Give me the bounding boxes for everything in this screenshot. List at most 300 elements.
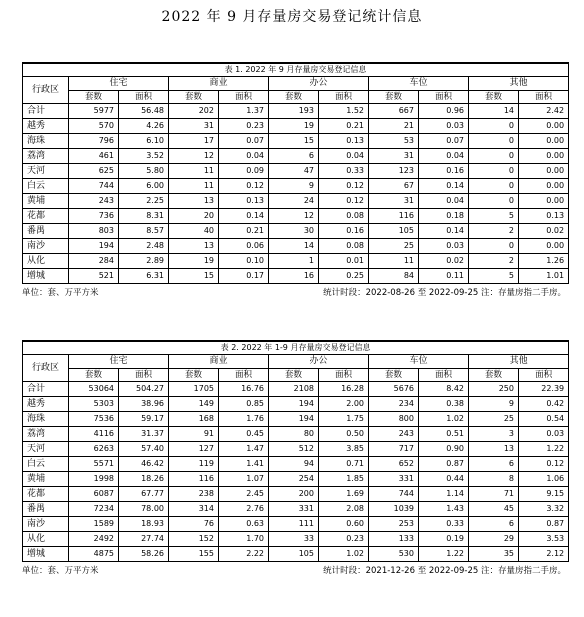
- table-cell: 0.10: [219, 254, 269, 269]
- table-cell: 76: [169, 517, 219, 532]
- table-cell: 123: [369, 164, 419, 179]
- table-cell: 0.03: [419, 119, 469, 134]
- unit-note: 单位：套、万平方米: [22, 566, 99, 576]
- table-cell: 127: [169, 442, 219, 457]
- table-cell: 0: [469, 194, 519, 209]
- table-row: [23, 254, 569, 269]
- table-cell: 4.26: [119, 119, 169, 134]
- table-cell: 8.57: [119, 224, 169, 239]
- table-row: [23, 269, 569, 284]
- table-cell: 0.21: [319, 119, 369, 134]
- table-cell: 2.76: [219, 502, 269, 517]
- column-header-commercial: 商业: [169, 355, 269, 369]
- column-header-area: 面积: [519, 91, 569, 104]
- table-cell: 0.02: [519, 224, 569, 239]
- table-cell: 0: [469, 239, 519, 254]
- table-cell: 2: [469, 254, 519, 269]
- table-cell: 111: [269, 517, 319, 532]
- table-cell: 78.00: [119, 502, 169, 517]
- table-cell: 58.26: [119, 547, 169, 562]
- table-cell: 2.48: [119, 239, 169, 254]
- table-cell: 1705: [169, 382, 219, 397]
- table-row: [23, 149, 569, 164]
- table-cell: 1.07: [219, 472, 269, 487]
- region-name: 番禺: [23, 502, 69, 517]
- table-cell: 30: [269, 224, 319, 239]
- region-name: 黄埔: [23, 472, 69, 487]
- table-cell: 744: [69, 179, 119, 194]
- table-cell: 11: [169, 179, 219, 194]
- table-cell: 8: [469, 472, 519, 487]
- table-cell: 0.12: [319, 179, 369, 194]
- table-cell: 254: [269, 472, 319, 487]
- table-cell: 238: [169, 487, 219, 502]
- table-cell: 1.41: [219, 457, 269, 472]
- page-title: 2022 年 9 月存量房交易登记统计信息: [161, 9, 423, 25]
- table-cell: 0.16: [319, 224, 369, 239]
- table-cell: 6: [469, 517, 519, 532]
- table-caption: 表 2. 2022 年 1-9 月存量房交易登记信息: [23, 341, 569, 355]
- table-cell: 194: [269, 397, 319, 412]
- table-row: [23, 547, 569, 562]
- table-cell: 5571: [69, 457, 119, 472]
- table-cell: 0.25: [319, 269, 369, 284]
- table-cell: 2108: [269, 382, 319, 397]
- table-cell: 0.96: [419, 104, 469, 119]
- table-cell: 0.02: [419, 254, 469, 269]
- table-cell: 504.27: [119, 382, 169, 397]
- column-header-area: 面积: [119, 91, 169, 104]
- table-cell: 15: [269, 134, 319, 149]
- column-header-count: 套数: [169, 91, 219, 104]
- table-cell: 0.12: [319, 194, 369, 209]
- region-name: 白云: [23, 179, 69, 194]
- table-cell: 6.00: [119, 179, 169, 194]
- table-cell: 6087: [69, 487, 119, 502]
- table-cell: 512: [269, 442, 319, 457]
- table-cell: 6.10: [119, 134, 169, 149]
- table-cell: 0.04: [419, 149, 469, 164]
- region-name: 合计: [23, 382, 69, 397]
- column-header-count: 套数: [69, 91, 119, 104]
- table-cell: 5676: [369, 382, 419, 397]
- table-cell: 194: [269, 412, 319, 427]
- table-cell: 2.45: [219, 487, 269, 502]
- table-cell: 2.12: [519, 547, 569, 562]
- table-cell: 3.52: [119, 149, 169, 164]
- table-cell: 0.87: [519, 517, 569, 532]
- unit-note: 单位：套、万平方米: [22, 288, 99, 298]
- table-cell: 2.89: [119, 254, 169, 269]
- table-row: [23, 532, 569, 547]
- table-cell: 0.08: [319, 209, 369, 224]
- table-cell: 461: [69, 149, 119, 164]
- table-cell: 0.00: [519, 194, 569, 209]
- table-cell: 1.02: [419, 412, 469, 427]
- table-cell: 6: [269, 149, 319, 164]
- table-cell: 21: [369, 119, 419, 134]
- table-cell: 16.76: [219, 382, 269, 397]
- table-cell: 4116: [69, 427, 119, 442]
- table-cell: 2.25: [119, 194, 169, 209]
- table-cell: 0.18: [419, 209, 469, 224]
- table-row: [23, 194, 569, 209]
- region-name: 从化: [23, 254, 69, 269]
- region-name: 荔湾: [23, 427, 69, 442]
- table-cell: 1.75: [319, 412, 369, 427]
- table-row: [23, 239, 569, 254]
- region-name: 从化: [23, 532, 69, 547]
- region-name: 天河: [23, 164, 69, 179]
- table-cell: 2.22: [219, 547, 269, 562]
- table-cell: 94: [269, 457, 319, 472]
- table-cell: 0.13: [219, 194, 269, 209]
- column-header-region: 行政区: [23, 77, 69, 104]
- table-cell: 40: [169, 224, 219, 239]
- table-cell: 0.00: [519, 134, 569, 149]
- table-cell: 14: [469, 104, 519, 119]
- table-cell: 0.44: [419, 472, 469, 487]
- table-row: [23, 397, 569, 412]
- table-cell: 18.26: [119, 472, 169, 487]
- table-cell: 0.16: [419, 164, 469, 179]
- period-note: 统计时段：2022-08-26 至 2022-09-25 注：存量房指二手房。: [323, 288, 566, 298]
- table-cell: 0.23: [319, 532, 369, 547]
- table-cell: 803: [69, 224, 119, 239]
- region-name: 荔湾: [23, 149, 69, 164]
- table-cell: 0.21: [219, 224, 269, 239]
- table-cell: 53: [369, 134, 419, 149]
- table-cell: 47: [269, 164, 319, 179]
- table-cell: 0: [469, 149, 519, 164]
- column-header-count: 套数: [269, 91, 319, 104]
- table-cell: 0.04: [219, 149, 269, 164]
- table-cell: 84: [369, 269, 419, 284]
- table-cell: 0.00: [519, 164, 569, 179]
- table-row: [23, 224, 569, 239]
- table-cell: 1.47: [219, 442, 269, 457]
- table-cell: 13: [169, 239, 219, 254]
- region-name: 白云: [23, 457, 69, 472]
- table-cell: 4875: [69, 547, 119, 562]
- table-cell: 155: [169, 547, 219, 562]
- table-cell: 2: [469, 224, 519, 239]
- table-cell: 1.52: [319, 104, 369, 119]
- table-cell: 0.90: [419, 442, 469, 457]
- table-caption: 表 1. 2022 年 9 月存量房交易登记信息: [23, 63, 569, 77]
- table-cell: 11: [169, 164, 219, 179]
- table-cell: 25: [469, 412, 519, 427]
- column-header-area: 面积: [519, 369, 569, 382]
- table-cell: 105: [369, 224, 419, 239]
- table-cell: 0.17: [219, 269, 269, 284]
- table-cell: 314: [169, 502, 219, 517]
- table-cell: 253: [369, 517, 419, 532]
- table-cell: 0.50: [319, 427, 369, 442]
- table-cell: 1: [269, 254, 319, 269]
- table-cell: 1.43: [419, 502, 469, 517]
- table-cell: 1.22: [519, 442, 569, 457]
- table-cell: 194: [69, 239, 119, 254]
- table-cell: 16.28: [319, 382, 369, 397]
- table-cell: 8.31: [119, 209, 169, 224]
- table-cell: 16: [269, 269, 319, 284]
- table-cell: 0.00: [519, 149, 569, 164]
- table-cell: 0.13: [319, 134, 369, 149]
- column-header-residential: 住宅: [69, 77, 169, 91]
- table-1: [22, 62, 569, 284]
- table-row: [23, 119, 569, 134]
- table-row: [23, 412, 569, 427]
- table-cell: 5977: [69, 104, 119, 119]
- table-cell: 24: [269, 194, 319, 209]
- table-cell: 53064: [69, 382, 119, 397]
- table-cell: 1.85: [319, 472, 369, 487]
- table-cell: 152: [169, 532, 219, 547]
- table-cell: 12: [169, 149, 219, 164]
- table-cell: 744: [369, 487, 419, 502]
- table-cell: 0: [469, 134, 519, 149]
- table-cell: 5: [469, 269, 519, 284]
- column-header-area: 面积: [119, 369, 169, 382]
- column-header-area: 面积: [219, 91, 269, 104]
- region-name: 海珠: [23, 412, 69, 427]
- table-cell: 0.51: [419, 427, 469, 442]
- table-cell: 0.07: [419, 134, 469, 149]
- table-cell: 0.45: [219, 427, 269, 442]
- table-cell: 800: [369, 412, 419, 427]
- table-cell: 7234: [69, 502, 119, 517]
- region-name: 增城: [23, 269, 69, 284]
- table-row: [23, 104, 569, 119]
- table-cell: 652: [369, 457, 419, 472]
- table-cell: 35: [469, 547, 519, 562]
- column-header-parking: 车位: [369, 77, 469, 91]
- table-cell: 8.42: [419, 382, 469, 397]
- table-cell: 243: [69, 194, 119, 209]
- table-cell: 1039: [369, 502, 419, 517]
- table-row: [23, 472, 569, 487]
- table-cell: 243: [369, 427, 419, 442]
- table-cell: 3.53: [519, 532, 569, 547]
- region-name: 南沙: [23, 239, 69, 254]
- table-cell: 33: [269, 532, 319, 547]
- table-cell: 22.39: [519, 382, 569, 397]
- table-cell: 202: [169, 104, 219, 119]
- region-name: 天河: [23, 442, 69, 457]
- table-cell: 31: [169, 119, 219, 134]
- column-header-count: 套数: [369, 91, 419, 104]
- table-cell: 13: [469, 442, 519, 457]
- table-cell: 20: [169, 209, 219, 224]
- table-row: [23, 502, 569, 517]
- table-cell: 25: [369, 239, 419, 254]
- region-name: 增城: [23, 547, 69, 562]
- table-cell: 1.14: [419, 487, 469, 502]
- table-row: [23, 457, 569, 472]
- table-cell: 3.32: [519, 502, 569, 517]
- table-cell: 67.77: [119, 487, 169, 502]
- table-cell: 0.42: [519, 397, 569, 412]
- table-cell: 717: [369, 442, 419, 457]
- region-name: 花都: [23, 209, 69, 224]
- table-cell: 59.17: [119, 412, 169, 427]
- table-cell: 17: [169, 134, 219, 149]
- table-cell: 0.00: [519, 179, 569, 194]
- table-cell: 250: [469, 382, 519, 397]
- table-row: [23, 179, 569, 194]
- column-header-office: 办公: [269, 77, 369, 91]
- table-cell: 116: [169, 472, 219, 487]
- column-header-area: 面积: [419, 369, 469, 382]
- table-cell: 5303: [69, 397, 119, 412]
- column-header-area: 面积: [419, 91, 469, 104]
- table-cell: 0.11: [419, 269, 469, 284]
- table-cell: 0: [469, 164, 519, 179]
- table-cell: 168: [169, 412, 219, 427]
- table-cell: 0.19: [419, 532, 469, 547]
- table-cell: 19: [169, 254, 219, 269]
- table-cell: 105: [269, 547, 319, 562]
- table-cell: 0.87: [419, 457, 469, 472]
- table-cell: 0.23: [219, 119, 269, 134]
- table-cell: 91: [169, 427, 219, 442]
- table-cell: 0: [469, 119, 519, 134]
- table-cell: 234: [369, 397, 419, 412]
- column-header-office: 办公: [269, 355, 369, 369]
- region-name: 花都: [23, 487, 69, 502]
- table-cell: 200: [269, 487, 319, 502]
- table-row: [23, 134, 569, 149]
- table-cell: 521: [69, 269, 119, 284]
- table-cell: 11: [369, 254, 419, 269]
- table-cell: 0.63: [219, 517, 269, 532]
- column-header-other: 其他: [469, 355, 569, 369]
- column-header-parking: 车位: [369, 355, 469, 369]
- table-cell: 6: [469, 457, 519, 472]
- table-cell: 5.80: [119, 164, 169, 179]
- table-cell: 284: [69, 254, 119, 269]
- table-footnote: [22, 284, 568, 298]
- table-cell: 13: [169, 194, 219, 209]
- table-cell: 1.26: [519, 254, 569, 269]
- table-cell: 0.00: [519, 119, 569, 134]
- table-cell: 71: [469, 487, 519, 502]
- table-cell: 27.74: [119, 532, 169, 547]
- region-name: 海珠: [23, 134, 69, 149]
- table-cell: 2.08: [319, 502, 369, 517]
- column-header-residential: 住宅: [69, 355, 169, 369]
- table-cell: 0.85: [219, 397, 269, 412]
- column-header-area: 面积: [219, 369, 269, 382]
- table-row: [23, 382, 569, 397]
- table-cell: 0.14: [419, 224, 469, 239]
- table-cell: 331: [369, 472, 419, 487]
- table-cell: 1589: [69, 517, 119, 532]
- table-row: [23, 164, 569, 179]
- table-cell: 6263: [69, 442, 119, 457]
- column-header-count: 套数: [469, 369, 519, 382]
- table-cell: 57.40: [119, 442, 169, 457]
- region-name: 越秀: [23, 119, 69, 134]
- table-cell: 12: [269, 209, 319, 224]
- table-cell: 0.13: [519, 209, 569, 224]
- table-cell: 149: [169, 397, 219, 412]
- table-cell: 0.01: [319, 254, 369, 269]
- table-cell: 31.37: [119, 427, 169, 442]
- column-header-area: 面积: [319, 369, 369, 382]
- table-cell: 19: [269, 119, 319, 134]
- table-footnote: [22, 562, 568, 576]
- table-cell: 193: [269, 104, 319, 119]
- table-cell: 667: [369, 104, 419, 119]
- table-cell: 9: [269, 179, 319, 194]
- table-cell: 0.12: [519, 457, 569, 472]
- table-cell: 46.42: [119, 457, 169, 472]
- table-cell: 45: [469, 502, 519, 517]
- table-cell: 0.07: [219, 134, 269, 149]
- table-cell: 2.00: [319, 397, 369, 412]
- table-cell: 0.04: [419, 194, 469, 209]
- column-header-other: 其他: [469, 77, 569, 91]
- table-cell: 0.03: [519, 427, 569, 442]
- table-cell: 38.96: [119, 397, 169, 412]
- table-cell: 1.69: [319, 487, 369, 502]
- table-cell: 0.14: [219, 209, 269, 224]
- table-cell: 0: [469, 179, 519, 194]
- table-cell: 0.12: [219, 179, 269, 194]
- table-cell: 116: [369, 209, 419, 224]
- table-cell: 0.33: [319, 164, 369, 179]
- table-2: [22, 340, 569, 562]
- table-cell: 0.71: [319, 457, 369, 472]
- table-cell: 9.15: [519, 487, 569, 502]
- column-header-region: 行政区: [23, 355, 69, 382]
- table-cell: 31: [369, 194, 419, 209]
- table-cell: 31: [369, 149, 419, 164]
- table-row: [23, 442, 569, 457]
- table-cell: 0.08: [319, 239, 369, 254]
- column-header-count: 套数: [69, 369, 119, 382]
- table-cell: 331: [269, 502, 319, 517]
- table-cell: 1.37: [219, 104, 269, 119]
- table-cell: 0.54: [519, 412, 569, 427]
- table-cell: 133: [369, 532, 419, 547]
- table-cell: 0.04: [319, 149, 369, 164]
- table-cell: 5: [469, 209, 519, 224]
- table-cell: 1.22: [419, 547, 469, 562]
- column-header-count: 套数: [369, 369, 419, 382]
- table-cell: 119: [169, 457, 219, 472]
- region-name: 番禺: [23, 224, 69, 239]
- region-name: 黄埔: [23, 194, 69, 209]
- table-1-section: [22, 62, 568, 298]
- table-cell: 1.01: [519, 269, 569, 284]
- table-row: [23, 487, 569, 502]
- column-header-count: 套数: [169, 369, 219, 382]
- table-cell: 1.70: [219, 532, 269, 547]
- table-cell: 570: [69, 119, 119, 134]
- table-cell: 9: [469, 397, 519, 412]
- table-cell: 7536: [69, 412, 119, 427]
- table-cell: 0.33: [419, 517, 469, 532]
- table-cell: 18.93: [119, 517, 169, 532]
- table-cell: 1998: [69, 472, 119, 487]
- table-cell: 80: [269, 427, 319, 442]
- region-name: 南沙: [23, 517, 69, 532]
- table-cell: 6.31: [119, 269, 169, 284]
- region-name: 越秀: [23, 397, 69, 412]
